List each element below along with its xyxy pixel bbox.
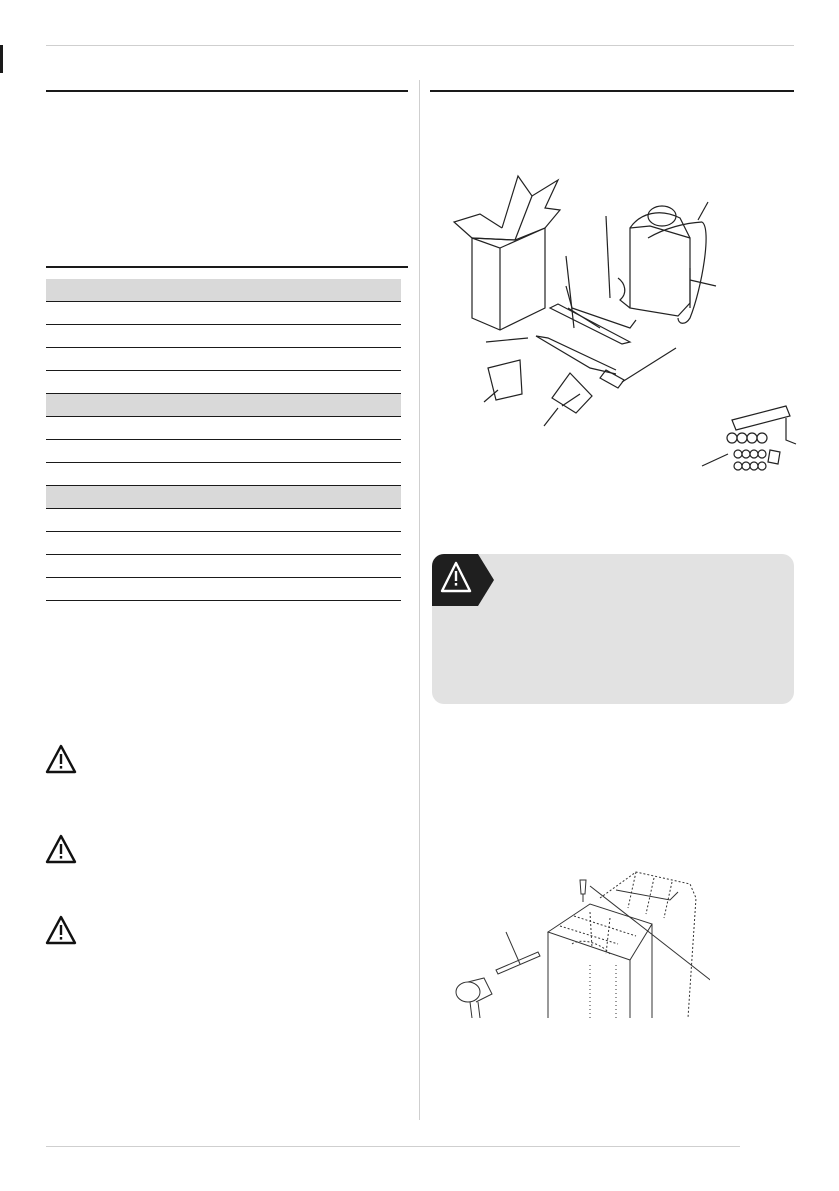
table-top-rule (46, 266, 408, 268)
footer-rule (46, 1146, 740, 1147)
table-row (46, 325, 401, 348)
warning-triangle-icon (45, 915, 77, 945)
specs-table (46, 279, 401, 601)
table-row (46, 417, 401, 440)
assembly-illustration (440, 868, 710, 1018)
warning-triangle-icon (45, 834, 77, 864)
warning-box (432, 554, 794, 704)
table-row (46, 440, 401, 463)
warning-flag (432, 554, 496, 606)
left-section-rule (46, 90, 408, 92)
table-row (46, 578, 401, 601)
header-rule (46, 45, 794, 46)
right-section-rule (430, 90, 794, 92)
column-divider (419, 80, 420, 1120)
table-row (46, 302, 401, 325)
table-row (46, 532, 401, 555)
table-group-header (46, 394, 401, 417)
table-group-header (46, 279, 401, 302)
table-row (46, 348, 401, 371)
left-margin-mark (0, 45, 3, 73)
parts-overview-illustration (440, 168, 800, 478)
table-group-header (46, 486, 401, 509)
table-row (46, 509, 401, 532)
table-row (46, 371, 401, 394)
warning-triangle-icon (45, 744, 77, 774)
table-row (46, 555, 401, 578)
table-row (46, 463, 401, 486)
